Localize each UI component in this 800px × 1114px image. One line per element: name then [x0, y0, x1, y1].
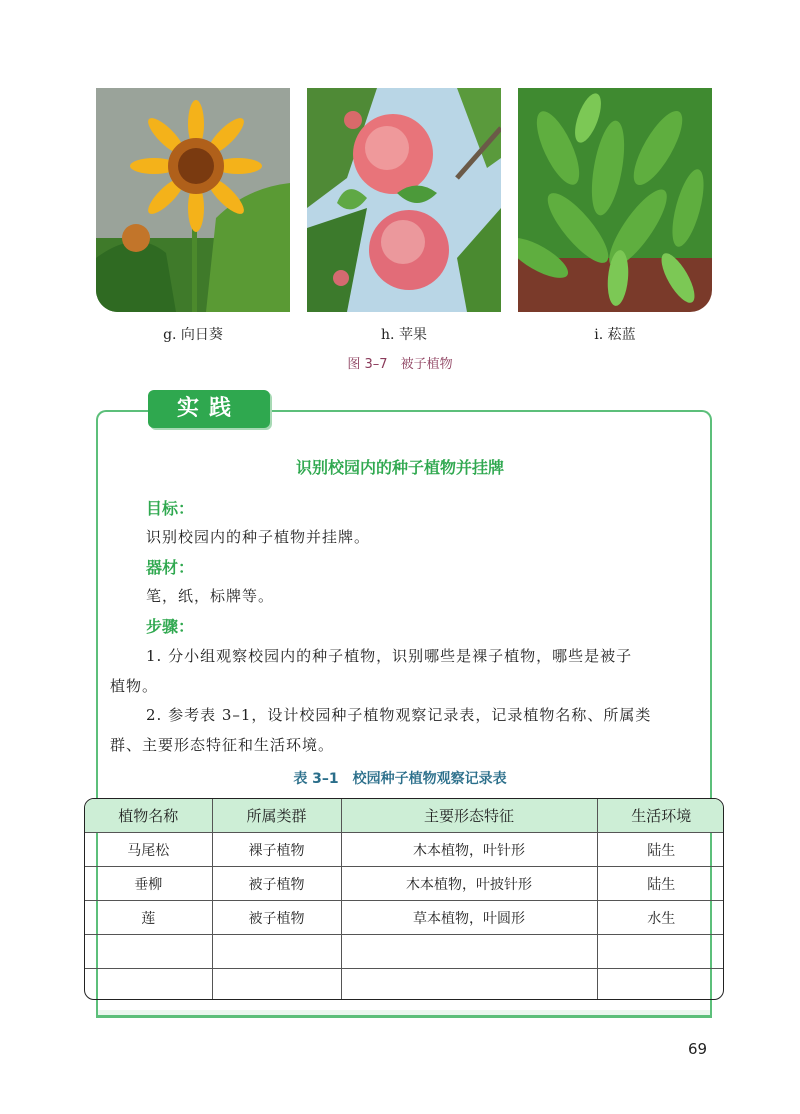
- sunflower-photo: [96, 88, 290, 312]
- step-2-line-1: 2. 参考表 3–1，设计校园种子植物观察记录表，记录植物名称、所属类: [146, 706, 652, 724]
- table-cell: 木本植物，叶针形: [341, 833, 597, 867]
- table-cell: 陆生: [597, 867, 724, 901]
- table-cell: [341, 935, 597, 969]
- caption-sunflower: g. 向日葵: [163, 327, 223, 343]
- table-cell: 水生: [597, 901, 724, 935]
- step-1-line-2: 植物。: [110, 677, 159, 695]
- caption-apple: h. 苹果: [381, 327, 427, 343]
- practice-tab: 实践: [148, 390, 270, 428]
- table-cell: [597, 935, 724, 969]
- table-cell: [341, 969, 597, 1001]
- table-cell: [212, 935, 341, 969]
- practice-box-bottom: [96, 1010, 712, 1018]
- isatis-photo: [518, 88, 712, 312]
- materials-label: 器材：: [146, 558, 195, 577]
- table-header: 主要形态特征: [341, 799, 597, 833]
- step-1-line-1: 1. 分小组观察校园内的种子植物，识别哪些是裸子植物，哪些是被子: [146, 647, 633, 665]
- table-cell: 草本植物，叶圆形: [341, 901, 597, 935]
- table-cell: 木本植物，叶披针形: [341, 867, 597, 901]
- table-header: 生活环境: [597, 799, 724, 833]
- observation-table: [84, 798, 724, 1000]
- table-row: [85, 935, 724, 969]
- table-cell: 被子植物: [212, 867, 341, 901]
- table-cell: 马尾松: [85, 833, 212, 867]
- table-row: [85, 833, 724, 867]
- table-cell: [597, 969, 724, 1001]
- materials-text: 笔，纸，标牌等。: [146, 587, 275, 605]
- table-cell: [85, 969, 212, 1001]
- table-row: [85, 901, 724, 935]
- table-cell: 被子植物: [212, 901, 341, 935]
- caption-isatis: i. 菘蓝: [594, 327, 636, 343]
- goal-text: 识别校园内的种子植物并挂牌。: [146, 528, 371, 546]
- table-cell: 陆生: [597, 833, 724, 867]
- apple-photo: [307, 88, 501, 312]
- table-header-row: [85, 799, 724, 833]
- table-cell: 莲: [85, 901, 212, 935]
- page-number: 69: [688, 1040, 708, 1058]
- table-row: [85, 867, 724, 901]
- table-cell: [212, 969, 341, 1001]
- goal-label: 目标：: [146, 499, 195, 518]
- practice-title: 识别校园内的种子植物并挂牌: [295, 458, 504, 477]
- table-cell: 裸子植物: [212, 833, 341, 867]
- table-caption: 表 3–1 校园种子植物观察记录表: [293, 771, 507, 787]
- table-row: [85, 969, 724, 1001]
- figure-caption: 图 3–7 被子植物: [347, 357, 453, 372]
- table-header: 植物名称: [85, 799, 212, 833]
- table-header: 所属类群: [212, 799, 341, 833]
- table-cell: [85, 935, 212, 969]
- steps-label: 步骤：: [146, 617, 195, 636]
- table-cell: 垂柳: [85, 867, 212, 901]
- step-2-line-2: 群、主要形态特征和生活环境。: [110, 736, 335, 754]
